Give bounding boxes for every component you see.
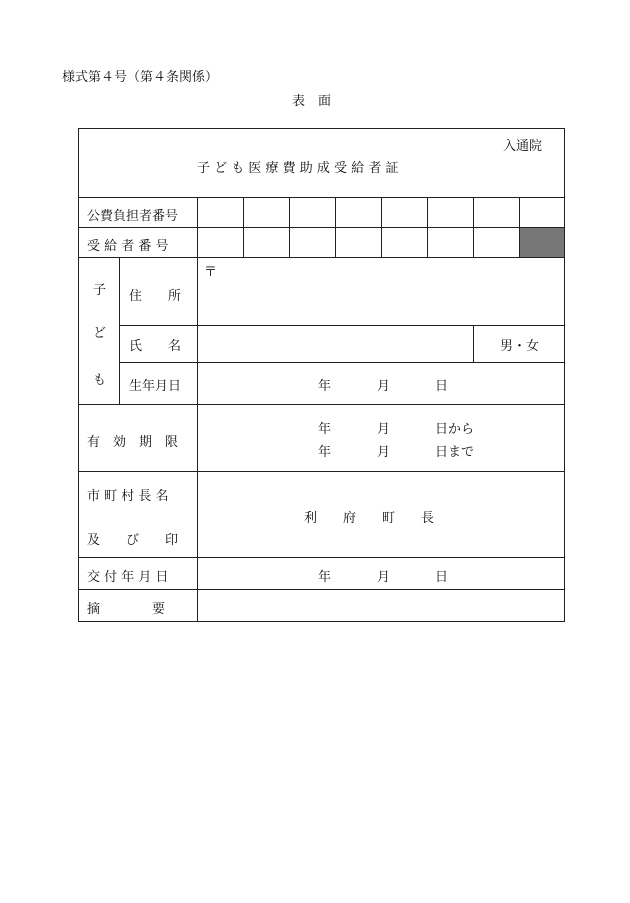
inpatient-outpatient-label: 入通院: [503, 139, 543, 154]
issue-day-unit: 日: [435, 570, 449, 585]
public-payer-number-label: 公費負担者番号: [87, 209, 179, 224]
issue-year-unit: 年: [318, 570, 332, 585]
divider: [119, 257, 120, 404]
child-label-char: 子: [93, 283, 107, 298]
divider: [289, 197, 290, 257]
divider: [335, 197, 336, 257]
divider: [381, 197, 382, 257]
form-number: 様式第４号（第４条関係）: [62, 70, 219, 85]
divider: [79, 471, 564, 472]
valid-to-year-unit: 年: [318, 445, 332, 460]
certificate-card: [78, 128, 565, 622]
divider: [79, 197, 564, 198]
issue-month-unit: 月: [377, 570, 391, 585]
birth-date-label: 生年月日: [129, 379, 182, 394]
divider: [119, 325, 564, 326]
address-label: 住 所: [129, 289, 182, 304]
postal-mark: 〒: [204, 265, 218, 280]
seal-label: 及 び 印: [87, 533, 179, 548]
page-side-label: 表 面: [292, 94, 332, 109]
divider: [197, 197, 198, 621]
valid-from-year-unit: 年: [318, 422, 332, 437]
divider: [119, 362, 564, 363]
divider: [79, 589, 564, 590]
issue-date-label: 交 付 年 月 日: [87, 570, 169, 585]
divider: [79, 404, 564, 405]
valid-to-day-unit: 日まで: [435, 445, 475, 460]
certificate-title: 子 ど も 医 療 費 助 成 受 給 者 証: [197, 161, 399, 176]
birth-year-unit: 年: [318, 379, 332, 394]
birth-day-unit: 日: [435, 379, 449, 394]
divider: [473, 325, 474, 362]
remarks-label: 摘 要: [87, 602, 166, 617]
valid-from-day-unit: 日から: [435, 422, 475, 437]
divider: [473, 197, 474, 257]
divider: [79, 557, 564, 558]
municipal-head-label: 市 町 村 長 名: [87, 489, 169, 504]
shaded-check-digit-cell: [520, 228, 564, 257]
divider: [427, 197, 428, 257]
valid-from-month-unit: 月: [377, 422, 391, 437]
valid-to-month-unit: 月: [377, 445, 391, 460]
name-label: 氏 名: [129, 339, 182, 354]
gender-choice: 男・女: [500, 339, 540, 354]
divider: [243, 197, 244, 257]
divider: [79, 227, 564, 228]
validity-period-label: 有 効 期 限: [87, 435, 179, 450]
child-label-char: も: [93, 373, 107, 388]
issuer-name: 利 府 町 長: [304, 511, 435, 526]
divider: [79, 257, 564, 258]
recipient-number-label: 受 給 者 番 号: [87, 239, 169, 254]
birth-month-unit: 月: [377, 379, 391, 394]
child-label-char: ど: [93, 326, 107, 341]
